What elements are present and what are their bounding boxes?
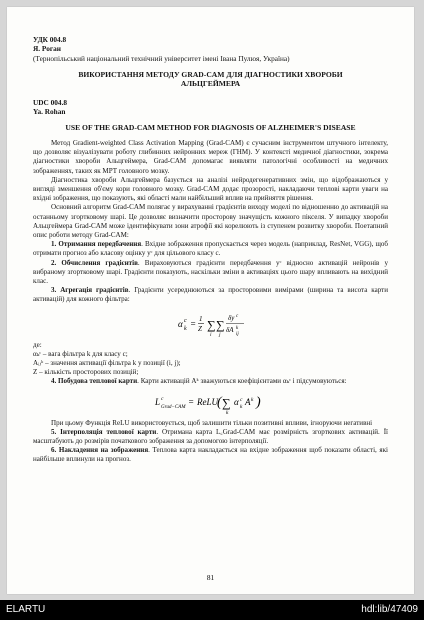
svg-text:Z: Z [197,324,202,333]
definition-alpha: αₖᶜ – вага фільтра k для класу c; [33,349,128,358]
step-5: 5. Інтерполяція теплової карти. Отримана карта L꜀Grad-CAM має розмірність згорткових активацій. Її масштабують до розмірів початкового зображення за допомогою інтерполяції. [33,427,389,446]
paragraph-intro: Метод Gradient-weighted Class Activation Mapping (Grad-CAM) є сучасним інструментом штучного інтелекту, що дозволяє візуалізувати роботу глибинних нейронних мереж (ГНМ). У контексті медичної діагностики, зокрема діагностики хвороби Альцгеймера, Grad-CAM допомагає виявляти патологічні особливості на медичних зображеннях, таких як МРТ головного мозку. [33,138,388,175]
paragraph-diagnosis: Діагностика хвороби Альцгеймера базується на аналізі нейродегенеративних змін, що відображаються у вигляді зменшення об'єму кори головного мозку. Grad-CAM додає прозорості, накладаючи теплові карти уваги на вхідні зображення, що показують, які області мали найбільший вплив на прийняття рішення. [33,175,388,203]
definition-activation: Aᵢⱼᵏ – значення активації фільтра k у позиції (i, j); [33,359,181,368]
title-ua-line1: ВИКОРИСТАННЯ МЕТОДУ GRAD-CAM ДЛЯ ДІАГНОСТИКИ ХВОРОБИ [78,69,343,79]
svg-text:k: k [235,325,238,331]
svg-text:α: α [177,318,183,329]
paragraph-algorithm: Основний алгоритм Grad-CAM полягає у вирахуванні градієнтів виходу моделі по відношенню до активацій на останньому згортковому шарі. Це дозволяє визначити просторову значущість кожного пікселя. У випадку хвороби Альцгеймера Grad-CAM може ідентифікувати зони атрофії які корелюють із ступенем розвитку хвороби. Поетапний опис роботи методу Grad-CAM: [33,203,388,240]
equation-gradcam-graphic [141,390,281,416]
svg-text:j: j [218,331,221,338]
svg-text:): ) [255,394,261,410]
svg-text:α: α [233,396,239,407]
step-1: 1. Отримання передбачення. Вхідне зображення пропускається через модель (наприклад, ResNet, VGG), щоб отримати прогноз або класову оцінку yᶜ для цільового класу c. [33,240,389,258]
repository-footer-bar [0,600,424,620]
step-4: 4. Побудова теплової карти. Карти активацій Aᵏ зважуються коефіцієнтами αₖᶜ і підсумовуються: [51,377,347,386]
svg-text:c: c [239,396,242,403]
svg-text:=: = [187,396,194,407]
svg-text:k: k [183,325,187,332]
udc-en: UDC 004.8 [33,97,68,107]
udk-ua: УДК 004.8 [33,35,67,44]
author-en: Ya. Rohan [33,107,66,117]
title-ua-line2: АЛЬЦГЕЙМЕРА [180,79,241,89]
svg-text:L: L [154,396,160,407]
svg-text:∑: ∑ [206,317,216,332]
svg-text:1: 1 [198,314,202,323]
svg-text:k: k [225,409,228,416]
step-3: 3. Агрегація градієнтів. Градієнти усереднюються за просторовими вимірами (ширина та висота карти активацій) для кожного фільтра: [33,286,388,304]
svg-text:c: c [183,317,187,324]
title-en: USE OF THE GRAD-CAM METHOD FOR DIAGNOSIS OF ALZHEIMER'S DISEASE [65,123,356,133]
document-page [7,7,414,594]
svg-text:=: = [189,318,196,329]
page-content [33,35,388,465]
where-label: де: [33,340,42,349]
svg-text:Grad−CAM: Grad−CAM [160,404,185,410]
svg-text:δy: δy [227,313,234,322]
equation-alpha [33,308,388,338]
svg-text:c: c [235,313,238,319]
step-6: 6. Накладення на зображення. Теплова карта накладається на вхідне зображення щоб показати області, які найбільше вплинули на прогноз. [33,446,388,464]
svg-text:ij: ij [235,331,239,337]
definition-z: Z – кількість просторових позицій; [33,368,139,377]
svg-text:k: k [250,396,253,403]
footer-handle: hdl:lib/47409 [361,604,418,615]
footer-repository-name: ELARTU [6,604,46,615]
svg-text:∑: ∑ [221,395,231,410]
relu-note: При цьому Функція ReLU використовується, щоб залишити тільки позитивні впливи, ігноруючи негативні [51,418,373,427]
svg-text:i: i [209,331,212,338]
author-ua: Я. Роган [33,44,62,54]
svg-text:∑: ∑ [215,317,225,332]
svg-text:c: c [160,395,163,402]
svg-text:(: ( [216,394,222,410]
page-number: 81 [206,573,215,582]
svg-text:ReLU: ReLU [196,396,218,407]
step-2: 2. Обчислення градієнтів. Вираховуються градієнти передбачення yᶜ відносно активацій нейронів у вибраному згортковому шарі. Градієнти показують, наскільки зміни в активаціях цього шару впливають на вихідний клас. [33,258,388,286]
svg-text:k: k [239,403,242,410]
svg-text:δA: δA [225,325,234,334]
affiliation-ua: (Тернопільський національний технічний університет імені Івана Пулюя, Україна) [33,53,290,63]
equation-gradcam [33,390,388,416]
svg-text:A: A [244,396,250,407]
equation-alpha-graphic [156,308,266,338]
